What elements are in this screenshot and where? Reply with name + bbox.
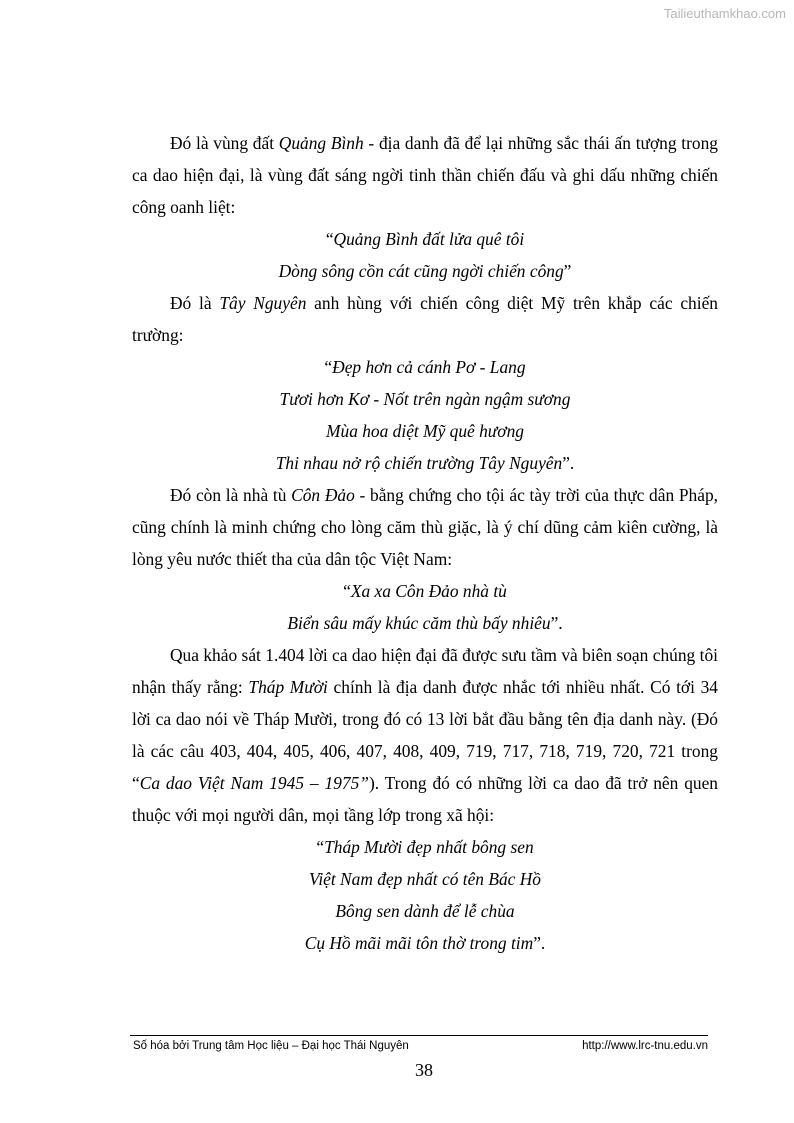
book-title: Ca dao Việt Nam 1945 – 1975” [139,773,369,793]
paragraph-tay-nguyen [132,287,718,351]
footer-source: Số hóa bởi Trung tâm Học liệu – Đại học Thái Nguyên [133,1040,409,1052]
verse-line: “Đẹp hơn cả cánh Pơ - Lang [324,357,526,377]
verse-line: Bông sen dành để lễ chùa [335,901,515,921]
verse-con-dao [132,575,718,639]
footer-url: http://www.lrc-tnu.edu.vn [582,1040,708,1052]
paragraph-text: - bằng chứng cho tội ác tày trời của thực dân Pháp, cũng chính là minh chứng cho lòng căm thù giặc, là ý chí dũng cảm kiên cường, là lòng yêu nước thiết tha của dân tộc Việt Nam: [132,485,718,569]
place-name-con-dao: Côn Đảo [291,485,355,505]
place-name-quang-binh: Quảng Bình [278,133,364,153]
paragraph-text: Đó là [170,293,220,313]
verse-line: Cụ Hồ mãi mãi tôn thờ trong tim”. [304,933,546,953]
paragraph-text: chính là địa danh được nhắc tới nhiều nhất. Có tới 34 lời ca dao nói về Tháp Mười, trong đó có 13 lời bắt đầu bằng tên địa danh này. (Đó là các câu 403, 404, 405, 406, 407, 408, 409, 719, 717, 718, 719, 720, 721 trong “ [132,677,718,793]
paragraph-con-dao [132,479,718,575]
place-name-thap-muoi: Tháp Mười [248,677,328,697]
place-name-tay-nguyen: Tây Nguyên [219,293,307,313]
paragraph-text: Đó là vùng đất [170,133,279,153]
verse-line: Thi nhau nở rộ chiến trường Tây Nguyên”. [275,453,575,473]
paragraph-quang-binh [132,127,718,223]
verse-line: Mùa hoa diệt Mỹ quê hương [326,421,524,441]
paragraph-text: - địa danh đã để lại những sắc thái ấn tượng trong ca dao hiện đại, là vùng đất sáng ngời tinh thần chiến đấu và ghi dấu những chiến công oanh liệt: [132,133,718,217]
paragraph-thap-muoi [132,639,718,831]
paragraph-text: anh hùng với chiến công diệt Mỹ trên khắp các chiến trường: [132,293,718,345]
footer-divider [130,1035,708,1036]
paragraph-text: Đó còn là nhà tù [170,485,292,505]
paragraph-text: Qua khảo sát 1.404 lời ca dao hiện đại đã được sưu tầm và biên soạn chúng tôi nhận thấy rằng: [132,645,718,697]
verse-line: “Tháp Mười đẹp nhất bông sen [316,837,534,857]
page-body [132,127,718,959]
watermark: Tailieuthamkhao.com [663,6,786,21]
verse-line: Việt Nam đẹp nhất có tên Bác Hồ [309,869,541,889]
verse-quang-binh [132,223,718,287]
verse-line: Biển sâu mấy khúc căm thù bấy nhiêu”. [287,613,563,633]
verse-line: Tươi hơn Kơ - Nốt trên ngàn ngậm sương [279,389,571,409]
page-number: 38 [415,1060,433,1080]
paragraph-text: ). Trong đó có những lời ca dao đã trở nên quen thuộc với mọi người dân, mọi tầng lớp trong xã hội: [132,773,719,825]
verse-line: Dòng sông cồn cát cũng ngời chiến công” [278,261,572,281]
verse-line: “Quảng Bình đất lửa quê tôi [325,229,525,249]
verse-thap-muoi [132,831,718,959]
verse-tay-nguyen [132,351,718,479]
verse-line: “Xa xa Côn Đảo nhà tù [343,581,507,601]
